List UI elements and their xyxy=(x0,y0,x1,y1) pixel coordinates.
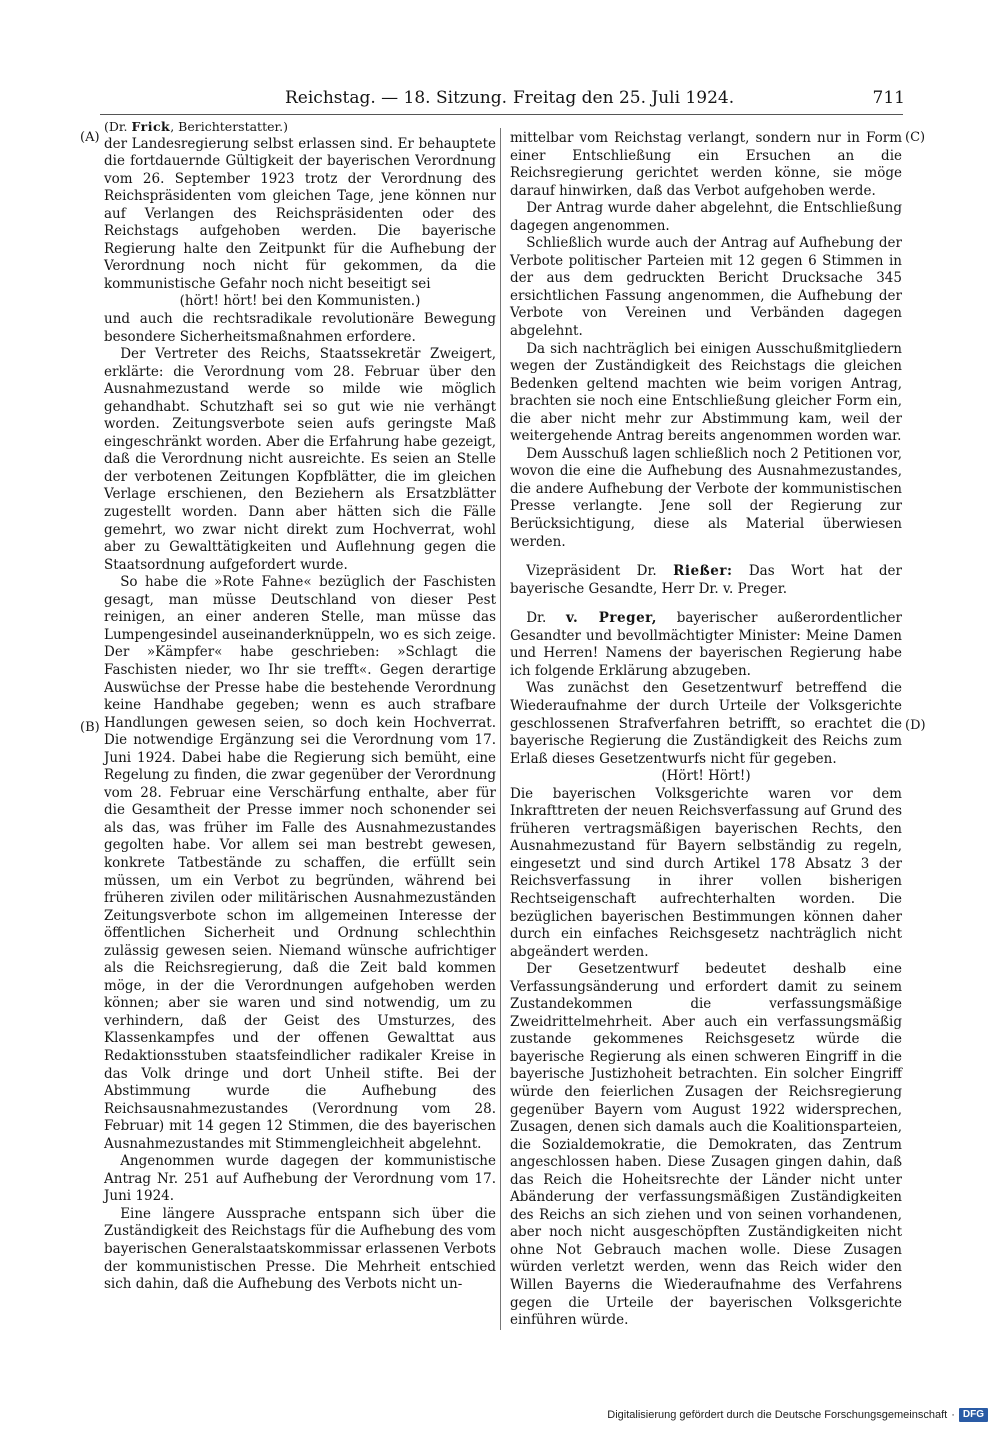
margin-marker-b: (B) xyxy=(80,720,100,735)
left-column xyxy=(104,118,496,1294)
paragraph: Der Vertreter des Reichs, Staatssekretär Zweigert, erklärte: die Verordnung vom 28. Februar über den Ausnahmezustand werde so milde wie möglich gehandhabt. Schutzhaft sei so gut wie nie verhängt worden. Zeitungsverbote seien aufs geringste Maß eingeschränkt worden. Aber die Erfahrung habe gezeigt, daß die Verordnung nicht ausreichte. Es seien an Stelle der verbotenen Zeitungen Kopfblätter, die im gleichen Verlage erschienen, den Beziehern als Ersatzblätter zugestellt worden. Dann aber hätten sich die Fälle gemehrt, wo zwar nicht direkt zum Hochverrat, wohl aber zu Gewalttätigkeiten und Auflehnung gegen die Staatsordnung aufgefordert wurde. xyxy=(104,346,496,573)
paragraph: Eine längere Aussprache entspann sich über die Zuständigkeit des Reichstags für die Aufhebung des vom bayerischen Generalstaatskommissar erlassenen Verbots der kommunistischen Presse. Die Mehrheit entschied sich dahin, daß die Aufhebung des Verbots nicht un- xyxy=(104,1205,496,1293)
dfg-logo-icon: DFG xyxy=(959,1408,988,1422)
column-divider xyxy=(500,128,501,1330)
paragraph: der Landesregierung selbst erlassen sind. Er behauptete die fortdauernde Gültigkeit der bayerischen Verordnung vom 26. September 1923 trotz der Verordnung des Reichspräsidenten vom gleichen Tage, jene können nur auf Verlangen des Reichspräsidenten oder des Reichstags aufgehoben werden. Die bayerische Regierung halte den Zeitpunkt für die Aufhebung der Verordnung noch nicht für gekommen, da die kommunistische Gefahr noch nicht beseitigt sei xyxy=(104,135,496,292)
paragraph: Der Gesetzentwurf bedeutet deshalb eine Verfassungsänderung und erfordert damit zu seinem Zustandekommen die verfassungsmäßige Zweidrittelmehrheit. Aber auch ein verfassungsmäßig zustande gekommenes Reichsgesetz würde die bayerische Regierung als einen schweren Eingriff in die bayerische Justizhoheit betrachten. Ein solcher Eingriff würde den feierlichen Zusagen der Reichsregierung gegenüber Bayern vom August 1922 widersprechen, Zusagen, denen sich damals auch die Koalitionsparteien, die Sozialdemokratie, die Demokraten, das Zentrum angeschlossen haben. Diese Zusagen gingen dahin, daß das Reich die Hoheitsrechte der Länder nicht unter Abänderung der verfassungsmäßigen Zuständigkeiten des Reichs an sich ziehen und von seinen vorhandenen, aber noch nicht ausgeschöpften Zuständigkeiten nicht ohne Not Gebrauch machen wolle. Diese Zusagen würden verletzt werden, wenn das Reich wider den Willen Bayerns die Wiederaufnahme des Verfahrens gegen die Urteile der bayerischen Volksgerichte einführen würde. xyxy=(510,961,902,1329)
paragraph: Dem Ausschuß lagen schließlich noch 2 Petitionen vor, wovon die eine die Aufhebung des Ausnahmezustandes, die andere Aufhebung der Verbote der kommunistischen Presse verlangte. Jene soll der Regierung zur Berücksichtigung, diese als Material überwiesen werden. xyxy=(510,445,902,550)
paragraph: So habe die »Rote Fahne« bezüglich der Faschisten gesagt, man müsse Deutschland von dieser Pest reinigen, an einer anderen Stelle, man müsse das Lumpengesindel auseinanderknüppeln, wo es sich zeige. Der »Kämpfer« habe geschrieben: »Schlagt die Faschisten nieder, wo Ihr sie trefft«. Gegen derartige Auswüchse der Presse habe die bestehende Verordnung keine Handhabe gegeben; wenn es auch strafbare Handlungen gewesen seien, so doch kein Hochverrat. Die notwendige Ergänzung sei die Verordnung vom 17. Juni 1924. Dabei habe die Regierung sich bemüht, eine Regelung zu finden, die zwar gegenüber der Verordnung vom 28. Februar eine Verschärfung enthalte, aber für die Gesamtheit der Presse immer noch schonender sei als das, was früher im Falle des Ausnahmezustandes gegolten habe. Vor allem sei man bestrebt gewesen, konkrete Tatbestände zu schaffen, die erfüllt sein müssen, um ein Verbot zu begründen, während bei früheren zivilen oder militärischen Ausnahmezuständen Zeitungsverbote schon im allgemeinen Interesse der öffentlichen Sicherheit und Ordnung schlechthin zulässig gewesen seien. Niemand wünsche aufrichtiger als die Reichsregierung, daß die Zeit bald kommen möge, in der die Verordnungen aufgehoben werden können; aber sie waren und sind notwendig, um zu verhindern, daß der Geist des Umsturzes, des Klassenkampfes und der offenen Gewalttat aus Redaktionsstuben staatsfeindlicher radikaler Kreise in das Volk dringe und dort Unheil stifte. Bei der Abstimmung wurde die Aufhebung des Reichsausnahmezustandes (Verordnung vom 28. Februar) mit 14 gegen 12 Stimmen, die des bayerischen Ausnahmezustandes mit Stimmengleichheit abgelehnt. xyxy=(104,574,496,1152)
page-number: 711 xyxy=(872,88,905,108)
right-column xyxy=(510,130,902,1330)
margin-marker-a: (A) xyxy=(80,130,100,145)
footer-text: Digitalisierung gefördert durch die Deutsche Forschungsgemeinschaft xyxy=(607,1409,948,1421)
paragraph: Der Antrag wurde daher abgelehnt, die Entschließung dagegen angenommen. xyxy=(510,200,902,234)
page-header xyxy=(285,86,905,110)
vice-president-remark: Vizepräsident Dr. Rießer: Das Wort hat der bayerische Gesandte, Herr Dr. v. Preger. xyxy=(510,563,902,597)
digitization-footer xyxy=(607,1406,988,1424)
interjection: (hört! hört! bei den Kommunisten.) xyxy=(179,293,421,310)
paragraph: und auch die rechtsradikale revolutionäre Bewegung besondere Sicherheitsmaßnahmen erfordere. xyxy=(104,311,496,345)
paragraph: Was zunächst den Gesetzentwurf betreffend die Wiederaufnahme der durch Urteile der Volksgerichte geschlossenen Strafverfahren betrifft, so erachtet die bayerische Regierung die Zuständigkeit des Reichs zum Erlaß dieses Gesetzentwurfs nicht für gegeben. xyxy=(510,680,902,767)
paragraph: Die bayerischen Volksgerichte waren vor dem Inkrafttreten der neuen Reichsverfassung auf Grund des früheren vertragsmäßigen bayerischen Rechts, den Ausnahmezustand für Bayern selbständig zu regeln, eingesetzt und sind durch Artikel 178 Absatz 3 der Reichsverfassung in ihrer vollen bisherigen Rechtseigenschaft aufrechterhalten worden. Die bezüglichen bayerischen Bestimmungen können daher durch ein einfaches Reichsgesetz nachträglich nicht abgeändert werden. xyxy=(510,785,902,960)
paragraph: Schließlich wurde auch der Antrag auf Aufhebung der Verbote politischer Parteien mit 12 gegen 6 Stimmen in der aus dem gedruckten Bericht Drucksache 345 ersichtlichen Fassung angenommen, die Aufhebung der Verbote von Vereinen und Verbänden dagegen abgelehnt. xyxy=(510,235,902,340)
paragraph: Da sich nachträglich bei einigen Ausschußmitgliedern wegen der Zuständigkeit des Reichstags die gleichen Bedenken geltend machten wie beim vorigen Antrag, brachten sie noch eine Entschließung gleicher Form ein, die aber nicht mehr zur Abstimmung kam, weil der weitergehende Antrag bereits angenommen worden war. xyxy=(510,340,902,445)
header-rule xyxy=(100,114,903,115)
header-session: Reichstag. — 18. Sitzung. xyxy=(285,88,508,108)
speaker-intro: Dr. v. Preger, bayerischer außerordentlicher Gesandter und bevollmächtigter Minister: Meine Damen und Herren! Namens der bayerischen Regierung habe ich folgende Erklärung abzugeben. xyxy=(510,610,902,679)
speaker-note: (Dr. Frick, Berichterstatter.) xyxy=(104,119,288,134)
margin-marker-c: (C) xyxy=(905,130,926,145)
footer-separator: · xyxy=(951,1409,955,1421)
paragraph: Angenommen wurde dagegen der kommunistische Antrag Nr. 251 auf Aufhebung der Verordnung vom 17. Juni 1924. xyxy=(104,1153,496,1205)
interjection: (Hört! Hört!) xyxy=(661,768,751,785)
margin-marker-d: (D) xyxy=(905,718,926,733)
paragraph: mittelbar vom Reichstag verlangt, sondern nur in Form einer Entschließung ein Ersuchen an die Reichsregierung gerichtet werden könne, sie möge darauf hinwirken, daß das Verbot aufgehoben werde. xyxy=(510,130,902,199)
header-date: Freitag den 25. Juli 1924. xyxy=(513,88,735,108)
